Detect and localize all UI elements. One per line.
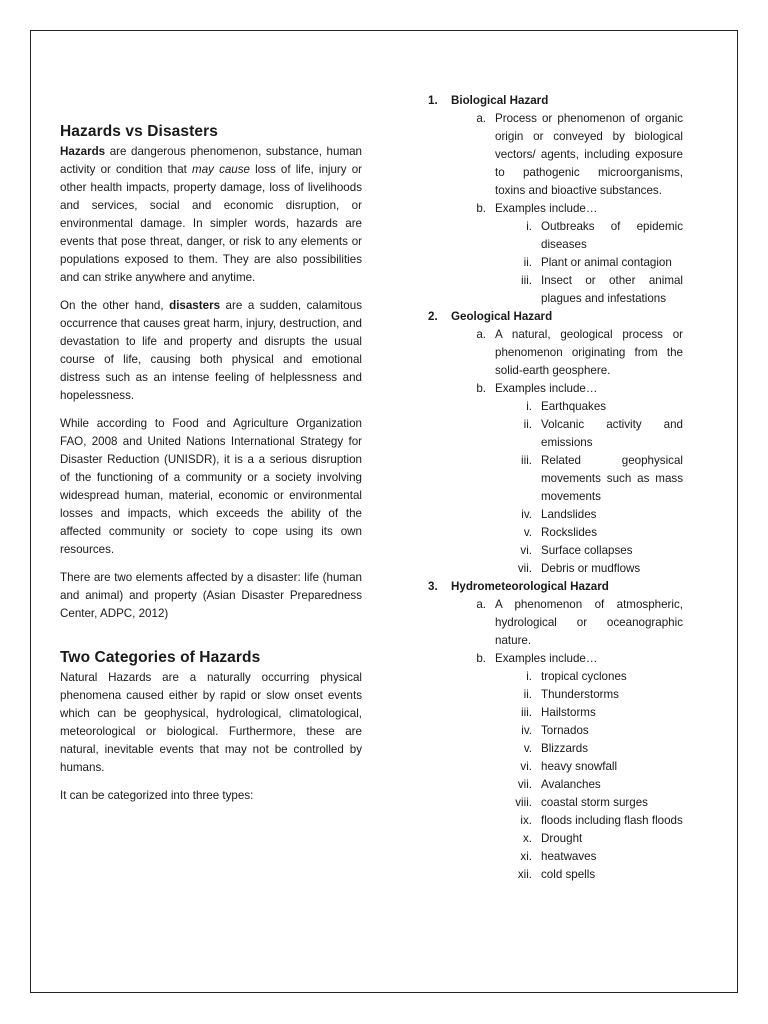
roman-marker: x.: [522, 832, 532, 845]
example-item: [425, 668, 683, 686]
disasters-term: disasters: [169, 299, 221, 312]
roman-marker: xi.: [520, 850, 532, 863]
example-text: Volcanic activity and emissions: [541, 418, 683, 449]
example-item: [425, 218, 683, 254]
hazard-description: [425, 326, 683, 380]
fao-unisdr-paragraph: While according to Food and Agriculture Organization FAO, 2008 and United Nations International Strategy for Disaster Reduction (UNISDR), it is a a serious disruption of the functioning of a community or a society involving widespread human, material, economic or environmental losses and impacts, which exceeds the ability of the affected community or society to cope using its own resources.: [60, 417, 362, 556]
example-item: [425, 830, 683, 848]
hazard-item: [425, 92, 683, 308]
list-marker: a.: [476, 328, 486, 341]
hazard-name: Hydrometeorological Hazard: [451, 580, 609, 593]
paragraph-text: are dangerous phenomenon, substance, human activity or condition that: [60, 145, 362, 176]
example-item: [425, 758, 683, 776]
example-item: [425, 704, 683, 722]
example-text: Outbreaks of epidemic diseases: [541, 220, 683, 251]
example-item: [425, 794, 683, 812]
roman-marker: vii.: [517, 562, 532, 575]
elements-affected-paragraph: There are two elements affected by a disaster: life (human and animal) and property (Asian Disaster Preparedness Center, ADPC, 2012): [60, 571, 362, 620]
three-types-paragraph: It can be categorized into three types:: [60, 789, 254, 802]
paragraph-text: loss of life, injury or other health impacts, property damage, loss of livelihoods and services, social and economic disruption, or environmental damage. In simpler words, hazards are events that pose threat, danger, or risk to any elements or populations exposed to them. They are also possibilities and can strike anywhere and anytime.: [60, 163, 363, 284]
roman-marker: iv.: [521, 724, 532, 737]
roman-marker: xii.: [517, 868, 532, 881]
section-title-two-categories: Two Categories of Hazards: [60, 649, 261, 666]
example-text: Avalanches: [541, 778, 601, 791]
example-item: [425, 542, 683, 560]
example-item: [425, 524, 683, 542]
example-text: Plant or animal contagion: [541, 256, 672, 269]
roman-marker: ii.: [523, 418, 532, 431]
example-text: Drought: [541, 832, 583, 845]
example-item: [425, 740, 683, 758]
example-text: Related geophysical movements such as mass movements: [541, 454, 683, 503]
example-text: Hailstorms: [541, 706, 596, 719]
hazard-name: Biological Hazard: [451, 94, 549, 107]
example-item: [425, 416, 683, 452]
hazard-title: [425, 308, 683, 326]
hazard-examples-heading: [425, 380, 683, 398]
hazard-description: [425, 110, 683, 200]
example-text: Debris or mudflows: [541, 562, 641, 575]
roman-marker: iii.: [521, 274, 532, 287]
roman-marker: vi.: [520, 544, 532, 557]
hazards-definition-paragraph: [60, 143, 362, 287]
paragraph-text: are a sudden, calamitous occurrence that causes great harm, injury, destruction, and devastation to life and property and disrupts the usual course of life, causing both physical and emotional distress such as an intense feeling of helplessness and hopelessness.: [60, 299, 362, 402]
example-text: Rockslides: [541, 526, 598, 539]
hazard-number: 1.: [428, 94, 438, 107]
example-text: Thunderstorms: [541, 688, 619, 701]
example-item: [425, 812, 683, 830]
example-text: floods including flash floods: [541, 814, 683, 827]
natural-hazards-paragraph: Natural Hazards are a naturally occurring physical phenomena caused either by rapid or slow onset events which can be geophysical, hydrological, climatological, meteorological or biological. Furthermore, these are natural, inevitable events that may not be controlled by humans.: [60, 671, 362, 774]
hazard-number: 3.: [428, 580, 438, 593]
disasters-definition-paragraph: [60, 297, 362, 405]
example-text: Earthquakes: [541, 400, 607, 413]
emphasis-may-cause: may cause: [192, 163, 251, 176]
hazard-types-list: [425, 92, 683, 884]
hazard-item: [425, 308, 683, 578]
example-item: [425, 686, 683, 704]
roman-marker: ix.: [520, 814, 532, 827]
example-item: [425, 848, 683, 866]
examples-label: Examples include…: [495, 202, 598, 215]
hazard-examples-heading: [425, 650, 683, 668]
description-text: Process or phenomenon of organic origin or conveyed by biological vectors/ agents, including exposure to pathogenic microorganisms, toxins and bioactive substances.: [495, 112, 683, 197]
example-item: [425, 254, 683, 272]
examples-label: Examples include…: [495, 652, 598, 665]
example-text: cold spells: [541, 868, 596, 881]
roman-marker: ii.: [523, 256, 532, 269]
list-marker: a.: [476, 112, 486, 125]
example-item: [425, 722, 683, 740]
hazard-examples-heading: [425, 200, 683, 218]
example-text: heavy snowfall: [541, 760, 618, 773]
roman-marker: v.: [523, 526, 532, 539]
list-marker: b.: [476, 652, 486, 665]
roman-marker: iii.: [521, 454, 532, 467]
example-item: [425, 776, 683, 794]
roman-marker: iv.: [521, 508, 532, 521]
example-item: [425, 398, 683, 416]
example-item: [425, 452, 683, 506]
example-item: [425, 506, 683, 524]
left-column: [60, 123, 362, 805]
roman-marker: v.: [523, 742, 532, 755]
example-text: tropical cyclones: [541, 670, 627, 683]
example-text: Landslides: [541, 508, 597, 521]
list-marker: b.: [476, 382, 486, 395]
roman-marker: i.: [526, 400, 532, 413]
roman-marker: vi.: [520, 760, 532, 773]
example-item: [425, 560, 683, 578]
section-title-hazards-vs-disasters: Hazards vs Disasters: [60, 123, 218, 140]
example-text: Blizzards: [541, 742, 589, 755]
roman-marker: iii.: [521, 706, 532, 719]
list-marker: b.: [476, 202, 486, 215]
roman-marker: i.: [526, 220, 532, 233]
roman-marker: ii.: [523, 688, 532, 701]
hazard-title: [425, 578, 683, 596]
example-text: Insect or other animal plagues and infestations: [541, 274, 683, 305]
list-marker: a.: [476, 598, 486, 611]
paragraph-text: On the other hand,: [60, 299, 170, 312]
hazard-number: 2.: [428, 310, 438, 323]
hazard-item: [425, 578, 683, 884]
description-text: A natural, geological process or phenomenon originating from the solid-earth geosphere.: [495, 328, 683, 377]
roman-marker: viii.: [515, 796, 532, 809]
hazard-description: [425, 596, 683, 650]
hazards-term: Hazards: [60, 145, 106, 158]
example-text: Tornados: [541, 724, 589, 737]
example-text: heatwaves: [541, 850, 597, 863]
roman-marker: i.: [526, 670, 532, 683]
examples-label: Examples include…: [495, 382, 598, 395]
example-item: [425, 866, 683, 884]
description-text: A phenomenon of atmospheric, hydrological or oceanographic nature.: [495, 598, 683, 647]
roman-marker: vii.: [517, 778, 532, 791]
hazard-name: Geological Hazard: [451, 310, 553, 323]
example-item: [425, 272, 683, 308]
example-text: coastal storm surges: [541, 796, 648, 809]
hazard-title: [425, 92, 683, 110]
example-text: Surface collapses: [541, 544, 633, 557]
